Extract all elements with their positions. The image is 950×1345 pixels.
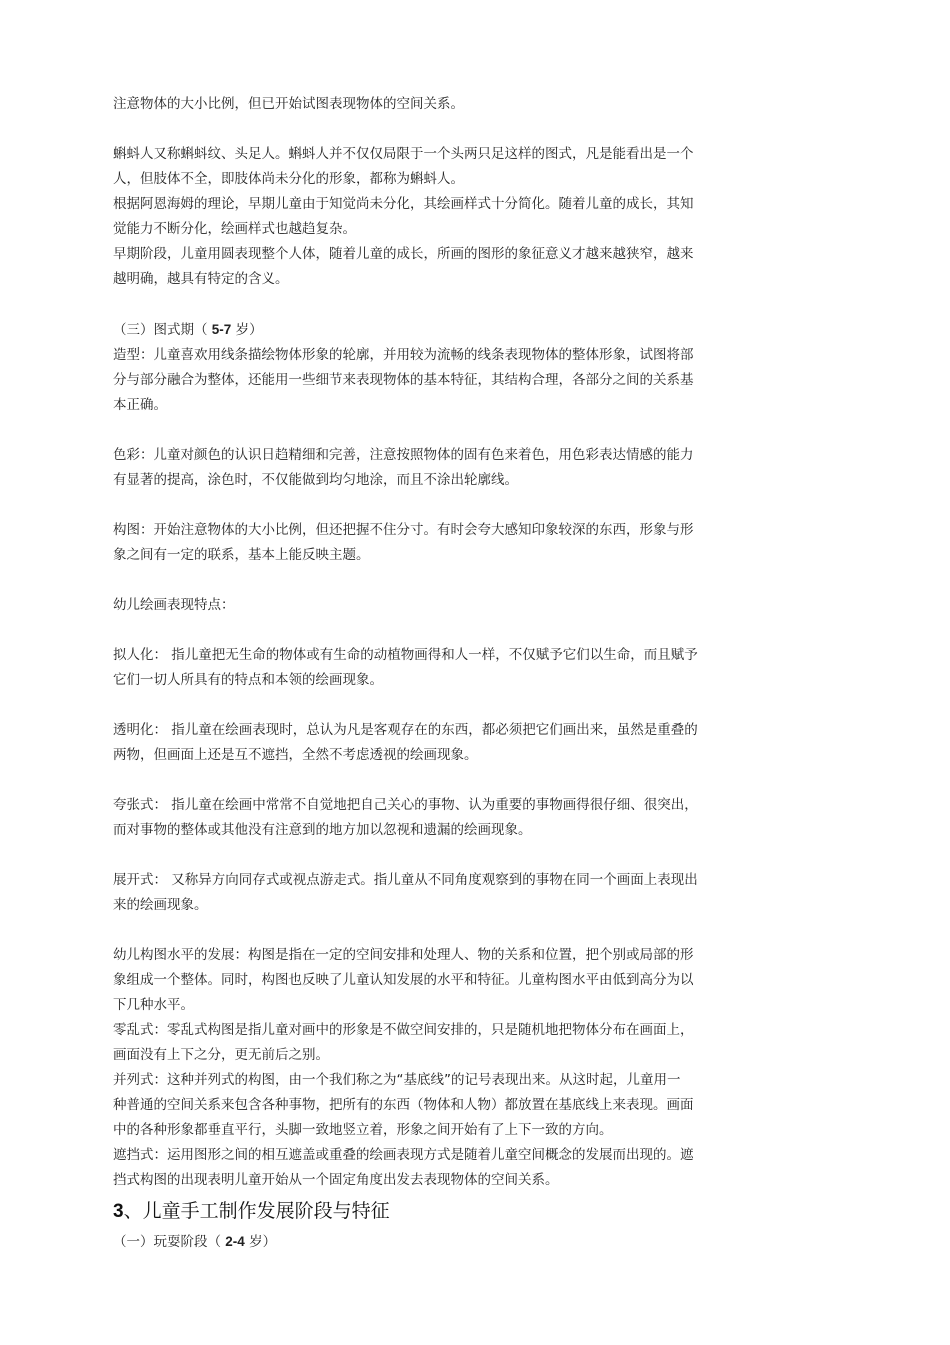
text-line: 而对事物的整体或其他没有注意到的地方加以忽视和遗漏的绘画现象。	[113, 822, 532, 838]
text-line: 并列式：这种并列式的构图，由一个我们称之为“基底线”的记号表现出来。从这时起，儿童用一	[113, 1072, 681, 1088]
section-heading	[113, 1196, 768, 1227]
text-line: 幼儿绘画表现特点：	[113, 597, 235, 613]
text-line: 造型：儿童喜欢用线条描绘物体形象的轮廓，并用较为流畅的线条表现物体的整体形象，试图将部	[113, 347, 694, 363]
paragraph	[113, 643, 768, 693]
age-range: 2-4	[225, 1234, 245, 1249]
stage-prefix: （三）图式期（	[113, 322, 212, 338]
paragraph	[113, 593, 768, 618]
section-title: 、儿童手工制作发展阶段与特征	[123, 1200, 390, 1222]
text-line: 人，但肢体不全，即肢体尚未分化的形象，都称为蝌蚪人。	[113, 171, 464, 187]
text-line: 蝌蚪人又称蝌蚪纹、头足人。蝌蚪人并不仅仅局限于一个头两只足这样的图式，凡是能看出是一个	[113, 146, 694, 162]
paragraph	[113, 868, 768, 918]
paragraph	[113, 343, 768, 418]
text-line: 根据阿恩海姆的理论，早期儿童由于知觉尚未分化，其绘画样式十分简化。随着儿童的成长，其知	[113, 196, 694, 212]
text-line: 挡式构图的出现表明儿童开始从一个固定角度出发去表现物体的空间关系。	[113, 1172, 559, 1188]
paragraph	[113, 718, 768, 768]
document-body	[113, 92, 768, 1255]
text-line: 它们一切人所具有的特点和本领的绘画现象。	[113, 672, 383, 688]
paragraph	[113, 443, 768, 493]
text-line: 下几种水平。	[113, 997, 194, 1013]
text-line: 两物，但画面上还是互不遮挡，全然不考虑透视的绘画现象。	[113, 747, 478, 763]
text-line: 幼儿构图水平的发展：构图是指在一定的空间安排和处理人、物的关系和位置，把个别或局部的形	[113, 947, 694, 963]
text-line: 越明确，越具有特定的含义。	[113, 271, 289, 287]
stage-prefix: （一）玩耍阶段（	[113, 1234, 226, 1250]
text-line: 来的绘画现象。	[113, 897, 208, 913]
text-line: 遮挡式：运用图形之间的相互遮盖或重叠的绘画表现方式是随着儿童空间概念的发展而出现的。遮	[113, 1147, 694, 1163]
text-line: 象之间有一定的联系，基本上能反映主题。	[113, 547, 370, 563]
text-line: 象组成一个整体。同时，构图也反映了儿童认知发展的水平和特征。儿童构图水平由低到高分为以	[113, 972, 694, 988]
text-line: 展开式： 又称异方向同存式或视点游走式。指儿童从不同角度观察到的事物在同一个画面上表现出	[113, 872, 698, 888]
text-line: 零乱式：零乱式构图是指儿童对画中的形象是不做空间安排的，只是随机地把物体分布在画面上，	[113, 1022, 694, 1038]
paragraph	[113, 793, 768, 843]
text-line: 拟人化： 指儿童把无生命的物体或有生命的动植物画得和人一样，不仅赋予它们以生命，而且赋予	[113, 647, 698, 663]
text-line: 色彩：儿童对颜色的认识日趋精细和完善，注意按照物体的固有色来着色，用色彩表达情感的能力	[113, 447, 694, 463]
paragraph	[113, 943, 768, 1193]
text-line: 觉能力不断分化，绘画样式也越趋复杂。	[113, 221, 356, 237]
section-number: 3	[113, 1201, 124, 1222]
text-line: 分与部分融合为整体，还能用一些细节来表现物体的基本特征，其结构合理，各部分之间的关系基	[113, 372, 694, 388]
paragraph	[113, 92, 768, 117]
text-line: 注意物体的大小比例，但已开始试图表现物体的空间关系。	[113, 96, 464, 112]
stage-suffix: 岁）	[244, 1234, 277, 1250]
stage-heading-3	[113, 317, 768, 343]
text-line: 画面没有上下之分，更无前后之别。	[113, 1047, 329, 1063]
paragraph	[113, 142, 768, 292]
text-line: 中的各种形象都垂直平行，头脚一致地竖立着，形象之间开始有了上下一致的方向。	[113, 1122, 613, 1138]
stage-heading-1	[113, 1229, 768, 1255]
paragraph	[113, 518, 768, 568]
text-line: 本正确。	[113, 397, 167, 413]
text-line: 种普通的空间关系来包含各种事物，把所有的东西（物体和人物）都放置在基底线上来表现。画面	[113, 1097, 694, 1113]
text-line: 早期阶段，儿童用圆表现整个人体，随着儿童的成长，所画的图形的象征意义才越来越狭窄，越来	[113, 246, 694, 262]
text-line: 构图：开始注意物体的大小比例，但还把握不住分寸。有时会夸大感知印象较深的东西，形象与形	[113, 522, 694, 538]
text-line: 有显著的提高，涂色时，不仅能做到均匀地涂，而且不涂出轮廓线。	[113, 472, 518, 488]
text-line: 透明化： 指儿童在绘画表现时，总认为凡是客观存在的东西，都必须把它们画出来，虽然是重叠的	[113, 722, 698, 738]
age-range: 5-7	[211, 322, 232, 337]
text-line: 夸张式： 指儿童在绘画中常常不自觉地把自己关心的事物、认为重要的事物画得很仔细、很突出，	[113, 797, 698, 813]
stage-suffix: 岁）	[231, 322, 263, 338]
